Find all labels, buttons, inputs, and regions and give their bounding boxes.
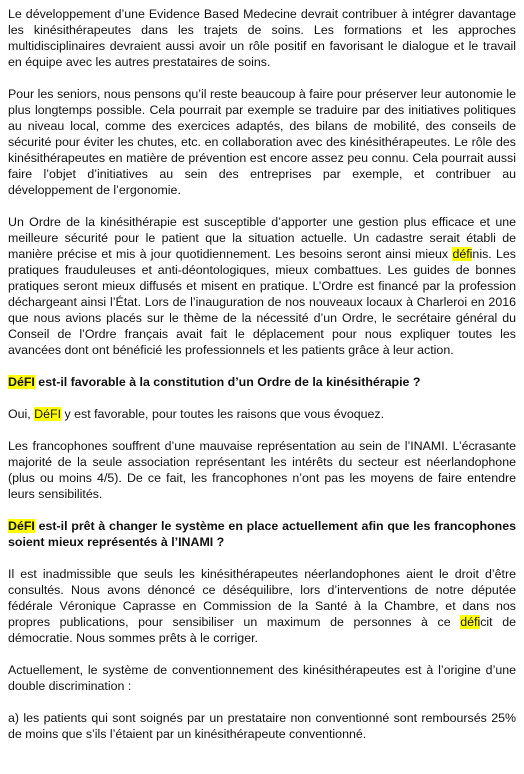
text-segment: nis. Les pratiques frauduleuses et anti-déontologiques, mieux combattues. Les guides de bonnes pratiques seront mieux diffusés et misent en pratique. L’Ordre est financé par la profession déchargeant ainsi l’État. Lors de l’inauguration de nos nouveaux locaux à Charleroi en 2016 que nous avions placés sur le thème de la nécessité d’un Ordre, le secrétaire général du Conseil de l’Ordre français avait fait le déplacement pour nous expliquer toutes les avancées dont ont bénéficié les professionnels et les patients grâce à leur action. bbox=[8, 247, 517, 357]
highlighted-word: DéFI bbox=[8, 375, 35, 389]
highlighted-word: DéFI bbox=[8, 519, 35, 533]
paragraph-ordre bbox=[8, 214, 516, 358]
text-segment: Il est inadmissible que seuls les kinésithérapeutes néerlandophones aient le droit d’être consultés. Nous avons dénoncé ce déséquilibre, lors d’interventions de notre députée fédérale Véronique Caprasse en Commission de la Santé à la Chambre, et dans nos propres publications, pour sensibiliser un maximum de personnes à ce bbox=[8, 567, 516, 629]
highlighted-word: défi bbox=[452, 247, 473, 261]
question-ordre bbox=[8, 374, 516, 390]
text-segment: a) les patients qui sont soignés par un prestataire non conventionné sont remboursés 25% de moins que s’ils l’étaient par un kinésithérapeute conventionné. bbox=[8, 711, 516, 741]
paragraph-conventionnement bbox=[8, 662, 516, 694]
text-segment: Le développement d’une Evidence Based Medecine devrait contribuer à intégrer davantage les kinésithérapeutes dans les trajets de soins. Les formations et les approches multidisciplinaires devraient aussi avoir un rôle positif en favorisant le dialogue et le travail en équipe avec les autres prestataires de soins. bbox=[8, 7, 516, 69]
text-segment: Oui, bbox=[8, 407, 35, 421]
paragraph-discrimination-a bbox=[8, 710, 516, 742]
text-segment: est-il prêt à changer le système en place actuellement afin que les francophones soient mieux représentés à l’INAMI ? bbox=[8, 519, 516, 549]
text-segment: est-il favorable à la constitution d’un Ordre de la kinésithérapie ? bbox=[34, 375, 421, 389]
highlighted-word: défi bbox=[460, 615, 481, 629]
answer-inami bbox=[8, 566, 516, 646]
question-inami bbox=[8, 518, 516, 550]
paragraph-ebm bbox=[8, 6, 516, 70]
text-segment: Les francophones souffrent d’une mauvaise représentation au sein de l’INAMI. L’écrasante majorité de la seule association représentant les intérêts du secteur est néerlandophone (plus ou moins 4/5). De ce fait, les francophones n’ont pas les moyens de faire entendre leurs sensibilités. bbox=[8, 439, 516, 501]
paragraph-seniors bbox=[8, 86, 516, 198]
text-segment: cit de démocratie. Nous sommes prêts à le corriger. bbox=[8, 615, 516, 645]
text-segment: Actuellement, le système de conventionnement des kinésithérapeutes est à l’origine d’une double discrimination : bbox=[8, 663, 516, 693]
answer-ordre bbox=[8, 406, 516, 422]
text-segment: Un Ordre de la kinésithérapie est susceptible d’apporter une gestion plus efficace et une meilleure sécurité pour le patient que la situation actuelle. Un cadastre serait établi de manière précise et mis à jour quotidiennement. Les besoins seront ainsi mieux bbox=[8, 215, 516, 261]
text-segment: Pour les seniors, nous pensons qu’il reste beaucoup à faire pour préserver leur autonomie le plus longtemps possible. Cela pourrait par exemple se traduire par des initiatives politiques au niveau local, comme des exercices adaptés, des bilans de mobilité, des conseils de sécurité pour éviter les chutes, etc. en collaboration avec des kinésithérapeutes. Le rôle des kinésithérapeutes en matière de prévention est encore assez peu connu. Cela pourrait aussi faire l’objet d’initiatives au sein des entreprises par exemple, et contribuer au développement de l’ergonomie. bbox=[8, 87, 516, 197]
text-segment: y est favorable, pour toutes les raisons que vous évoquez. bbox=[61, 407, 385, 421]
paragraph-inami bbox=[8, 438, 516, 502]
highlighted-word: DéFI bbox=[34, 407, 62, 421]
